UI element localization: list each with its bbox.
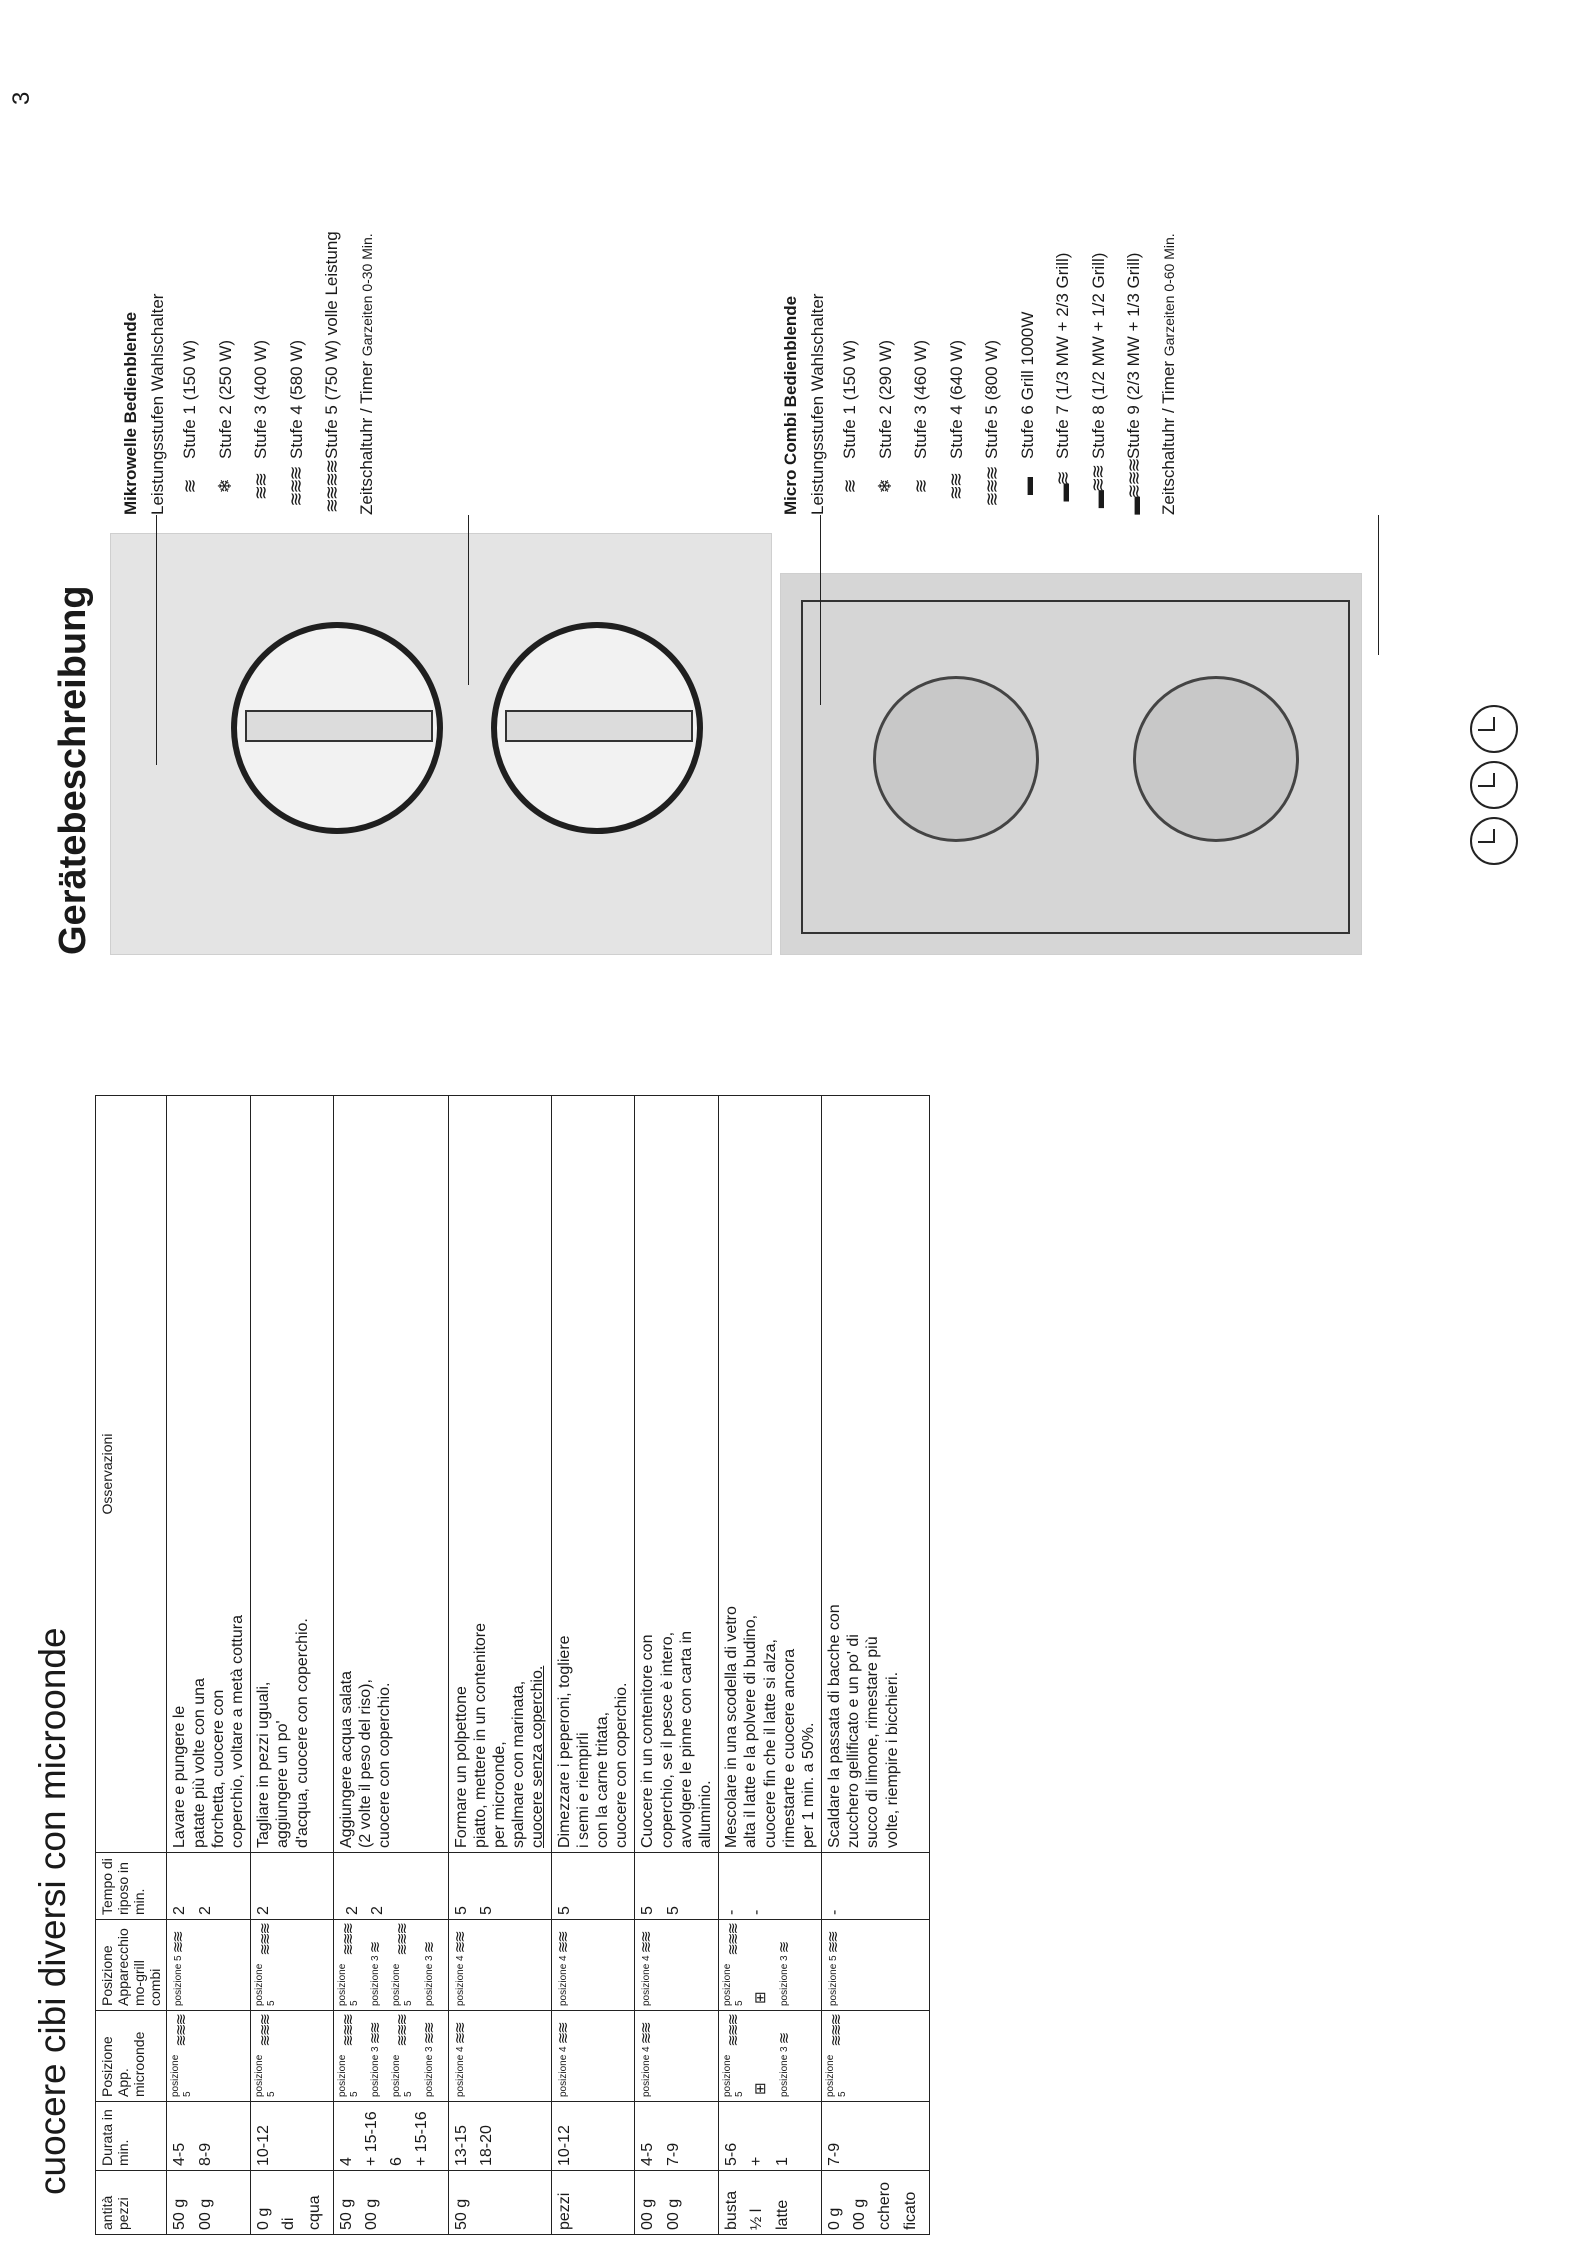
position-entry [254, 1924, 278, 2006]
durata-value: 5-6 [723, 2142, 741, 2166]
position-entry [452, 2015, 470, 2097]
position-entry [722, 1924, 746, 2006]
cell-pos-micro [551, 2011, 635, 2102]
observation-line: coperchio, se il pesce è intero, [658, 1631, 676, 1848]
riposo-value: 5 [452, 1906, 470, 1915]
cell-pos-micro [167, 2011, 251, 2102]
microwave-wave-icon: ≋≋ [554, 2023, 572, 2045]
position-entry [555, 2015, 573, 2097]
power-step [1087, 233, 1110, 515]
power-level-icon: ≋ [910, 480, 931, 494]
microwave-wave-icon: ≋≋≋ [393, 2015, 411, 2047]
power-step-label: Stufe 3 (460 W) [911, 339, 931, 459]
position-label: posizione 4 [641, 1955, 653, 2006]
position-label: posizione 5 [336, 1963, 360, 2006]
position-entry [337, 1924, 361, 2006]
observation-line: d'acqua, cuocere con coperchio. [293, 1618, 311, 1848]
cell-quantita [551, 2171, 635, 2235]
position-label: posizione 4 [557, 2046, 569, 2097]
position-entry [752, 1924, 770, 2006]
table-row [448, 1096, 551, 2235]
cell-osservazioni [719, 1096, 822, 1853]
cell-riposo [167, 1853, 251, 1920]
observation-line: i semi e riempirli [574, 1732, 592, 1848]
observation-line: per microonde, [491, 1741, 509, 1848]
timer-knob [491, 622, 703, 834]
cell-pos-micro [333, 2011, 448, 2102]
power-step-label: Stufe 2 (250 W) [215, 339, 235, 459]
combi-timer-range: Garzeiten 0-60 Min. [1161, 233, 1177, 357]
position-label: posizione 5 [390, 1963, 414, 2006]
observation-line: rimestarte e cuocere ancora [780, 1648, 798, 1848]
timer-clock-icons [1470, 705, 1518, 865]
power-level-icon: ▬ [1017, 479, 1037, 495]
riposo-value: 5 [477, 1906, 495, 1915]
power-step [214, 231, 237, 515]
observation-line: Dimezzare i peperoni, togliere [555, 1635, 573, 1848]
microwave-heading: Mikrowelle Bedienblende [121, 311, 140, 515]
riposo-value: 2 [171, 1906, 189, 1915]
cell-pos-micro [251, 2011, 334, 2102]
power-level-icon: ≋≋ [946, 473, 966, 501]
microwave-wave-icon: ≋ [420, 1942, 438, 1954]
microwave-wave-icon: ≋≋≋ [257, 1924, 275, 1956]
combi-selector-label: Leistungsstufen Wahlschalter [808, 293, 828, 515]
position-entry [825, 1924, 843, 2006]
observation-line: Mescolare in una scodella di vetro [723, 1606, 741, 1848]
position-label: posizione 5 [828, 1955, 840, 2006]
header-riposo: Tempo di riposo in min. [96, 1853, 167, 1920]
position-entry [722, 2015, 746, 2097]
panel-frame [801, 600, 1350, 934]
quantita-value: ½ l [748, 2208, 766, 2230]
microwave-wave-icon: ⊞ [752, 1993, 770, 2004]
power-step-label: Stufe 9 (2/3 MW + 1/3 Grill) [1124, 252, 1144, 459]
cell-quantita [822, 2171, 930, 2235]
observation-line: coperchio, voltare a metà cottura [228, 1614, 246, 1848]
position-label: posizione 3 [369, 1955, 381, 2006]
microwave-legend [120, 231, 377, 515]
riposo-value: 5 [555, 1906, 573, 1915]
position-entry [367, 1924, 385, 2006]
cell-riposo [251, 1853, 334, 1920]
combi-steps [839, 233, 1146, 515]
position-entry [638, 2015, 656, 2097]
power-level-icon: ≋≋≋ [981, 467, 1002, 507]
power-step [945, 233, 968, 515]
position-label: posizione 5 [722, 1963, 746, 2006]
power-step [321, 231, 344, 515]
power-step [874, 233, 897, 515]
observation-line: cuocere con coperchio. [613, 1682, 631, 1848]
durata-value: 10-12 [555, 2125, 573, 2166]
cell-pos-micro [719, 2011, 822, 2102]
cell-osservazioni [251, 1096, 334, 1853]
riposo-value: 2 [368, 1906, 386, 1915]
observation-line: Scaldare la passata di bacche con [826, 1604, 844, 1848]
header-quantita: antità pezzi [96, 2171, 167, 2235]
microwave-wave-icon: ≋≋≋ [339, 1924, 357, 1956]
observation-line: cuocere fin che il latte si alza, [761, 1639, 779, 1848]
position-entry [391, 2015, 415, 2097]
quantita-value: 00 g [851, 2198, 869, 2230]
power-level-icon: ≋≋ [250, 473, 271, 501]
cell-durata [448, 2102, 551, 2171]
observation-line: succo di limone, rimestare più [864, 1636, 882, 1848]
position-label: posizione 5 [254, 1963, 278, 2006]
leader-line-timer-2 [1378, 515, 1379, 655]
combi-heading: Micro Combi Bedienblende [781, 295, 800, 515]
microwave-wave-icon: ≋≋ [638, 1932, 656, 1954]
position-label: posizione 3 [369, 2046, 381, 2097]
durata-value: 1 [773, 2157, 791, 2166]
microwave-selector-label: Leistungsstufen Wahlschalter [148, 293, 168, 515]
cell-durata [551, 2102, 635, 2171]
table-row [635, 1096, 719, 2235]
power-level-icon: ≋≋≋ [286, 467, 306, 507]
cell-durata [822, 2102, 930, 2171]
page-number: 3 [8, 91, 35, 105]
clock-icon [1470, 705, 1518, 753]
italian-title: cuocere cibi diversi con microonde [32, 1627, 73, 2195]
power-level-icon: ≋≋≋≋ [321, 460, 342, 514]
durata-value: 6 [388, 2157, 406, 2166]
cell-pos-combi [167, 1920, 251, 2011]
cell-quantita [251, 2171, 334, 2235]
observation-line: cuocere con coperchio. [376, 1682, 394, 1848]
riposo-value: 2 [343, 1906, 361, 1915]
cell-quantita [167, 2171, 251, 2235]
quantita-value: 50 g [337, 2198, 355, 2230]
cell-osservazioni [551, 1096, 635, 1853]
microwave-wave-icon: ≋≋ [420, 2023, 438, 2045]
microwave-wave-icon: ≋≋≋ [393, 1924, 411, 1956]
power-knob [231, 622, 443, 834]
power-level-icon: ▬≋≋ [1088, 465, 1108, 509]
cell-pos-combi [448, 1920, 551, 2011]
combi-timer [1158, 233, 1179, 515]
quantita-value: 0 g [826, 2207, 844, 2230]
cell-riposo [719, 1853, 822, 1920]
table-row [167, 1096, 251, 2235]
position-label: posizione 5 [825, 2054, 849, 2097]
position-label: posizione 5 [173, 1955, 185, 2006]
cell-pos-micro [822, 2011, 930, 2102]
combi-timer-knob [1133, 676, 1299, 842]
durata-value: 7-9 [826, 2142, 844, 2166]
quantita-value: di [280, 2217, 298, 2230]
cooking-table-body [167, 1096, 929, 2235]
quantita-value: 00 g [362, 2198, 380, 2230]
microwave-timer-range: Garzeiten 0-30 Min. [359, 233, 375, 357]
power-step-label: Stufe 4 (580 W) [286, 339, 306, 459]
cell-pos-combi [822, 1920, 930, 2011]
position-entry [638, 1924, 656, 2006]
table-row [333, 1096, 448, 2235]
power-step-label: Stufe 7 (1/3 MW + 2/3 Grill) [1053, 252, 1073, 459]
cell-pos-combi [635, 1920, 719, 2011]
position-label: posizione 4 [641, 2046, 653, 2097]
cell-durata [719, 2102, 822, 2171]
microwave-wave-icon: ≋≋≋ [173, 2015, 191, 2047]
position-entry [752, 2015, 770, 2097]
durata-value: + 15-16 [362, 2111, 380, 2166]
position-entry [170, 2015, 194, 2097]
power-level-icon: ❄ [215, 480, 235, 494]
microwave-wave-icon: ≋≋≋ [725, 2015, 743, 2047]
quantita-value: busta [723, 2190, 741, 2230]
position-entry [452, 1924, 470, 2006]
observation-line: Lavare e pungere le [171, 1705, 189, 1848]
cell-pos-combi [719, 1920, 822, 2011]
quantita-value: 00 g [639, 2198, 657, 2230]
durata-value: 18-20 [477, 2125, 495, 2166]
durata-value: 4-5 [171, 2142, 189, 2166]
header-pos-combi: Posizione Apparecchio mo-grill combi [96, 1920, 167, 2011]
observation-line: Formare un polpettone [452, 1686, 470, 1848]
position-entry [776, 2015, 794, 2097]
durata-value: + 15-16 [413, 2111, 431, 2166]
position-label: posizione 4 [557, 1955, 569, 2006]
microwave-wave-icon: ≋≋≋ [339, 2015, 357, 2047]
leader-line-timer-1 [468, 515, 469, 685]
power-step-label: Stufe 5 (750 W) volle Leistung [322, 231, 342, 459]
cell-durata [635, 2102, 719, 2171]
riposo-value: 2 [255, 1906, 273, 1915]
position-label: posizione 5 [254, 2054, 278, 2097]
leader-line-selector-1 [156, 515, 157, 765]
power-step-label: Stufe 4 (640 W) [946, 339, 966, 459]
cooking-table [95, 1095, 930, 2235]
table-row [551, 1096, 635, 2235]
microwave-wave-icon: ≋ [776, 2033, 794, 2045]
observation-line: volte, riempire i bicchieri. [883, 1671, 901, 1848]
power-level-icon: ≋ [839, 480, 860, 494]
table-row [719, 1096, 822, 2235]
power-level-icon: ▬≋ [1052, 472, 1073, 502]
leader-line-selector-2 [820, 515, 821, 705]
observation-line: Aggiungere acqua salata [337, 1670, 355, 1848]
microwave-wave-icon: ≋≋≋ [257, 2015, 275, 2047]
power-step [1123, 233, 1146, 515]
microwave-wave-icon: ≋≋ [825, 1932, 843, 1954]
riposo-value: - [723, 1909, 741, 1915]
microwave-wave-icon: ≋≋ [366, 2023, 384, 2045]
microwave-wave-icon: ≋ [776, 1942, 794, 1954]
position-label: posizione 3 [779, 2046, 791, 2097]
table-row [822, 1096, 930, 2235]
cell-osservazioni [448, 1096, 551, 1853]
position-entry [367, 2015, 385, 2097]
combi-power-knob [873, 676, 1039, 842]
german-title: Gerätebeschreibung [52, 585, 94, 955]
power-step [285, 231, 308, 515]
quantita-value: ficato [901, 2191, 919, 2230]
durata-value: + [748, 2156, 766, 2166]
power-step-label: Stufe 1 (150 W) [180, 339, 200, 459]
power-level-icon: ❄ [875, 480, 895, 494]
quantita-value: 00 g [664, 2198, 682, 2230]
observation-line: (2 volte il peso del riso), [356, 1679, 374, 1848]
observation-line: Cuocere in un contenitore con [639, 1634, 657, 1848]
quantita-value: 0 g [255, 2207, 273, 2230]
observation-line: cuocere senza coperchio. [529, 1665, 547, 1848]
microwave-timer [356, 231, 377, 515]
power-step-label: Stufe 2 (290 W) [875, 339, 895, 459]
cell-durata [333, 2102, 448, 2171]
observation-line: zucchero gellificato e un po' di [845, 1634, 863, 1848]
position-label: posizione 3 [423, 2046, 435, 2097]
quantita-value: latte [773, 2199, 791, 2230]
microwave-wave-icon: ≋ [366, 1942, 384, 1954]
cell-quantita [635, 2171, 719, 2235]
cell-pos-combi [551, 1920, 635, 2011]
observation-line: alluminio. [696, 1780, 714, 1848]
position-label: posizione 3 [779, 1955, 791, 2006]
power-step-label: Stufe 5 (800 W) [982, 339, 1002, 459]
power-level-icon: ▬≋≋≋ [1123, 459, 1144, 515]
quantita-value: 50 g [452, 2198, 470, 2230]
power-step [179, 231, 202, 515]
combi-control-panel-image [780, 573, 1362, 955]
quantita-value: cqua [305, 2195, 323, 2230]
observation-line: Tagliare in pezzi uguali, [255, 1681, 273, 1848]
cell-riposo [333, 1853, 448, 1920]
power-step [839, 233, 862, 515]
durata-value: 13-15 [452, 2125, 470, 2166]
microwave-control-panel-image [110, 533, 772, 955]
position-label: posizione 5 [170, 2054, 194, 2097]
microwave-steps [179, 231, 344, 515]
microwave-wave-icon: ≋≋ [554, 1932, 572, 1954]
position-label: posizione 4 [454, 2046, 466, 2097]
position-entry [391, 1924, 415, 2006]
cell-riposo [822, 1853, 930, 1920]
cell-riposo [635, 1853, 719, 1920]
observation-line: aggiungere un po' [274, 1720, 292, 1848]
cell-osservazioni [822, 1096, 930, 1853]
clock-icon [1470, 761, 1518, 809]
durata-value: 10-12 [255, 2125, 273, 2166]
power-step [1016, 233, 1039, 515]
power-step-label: Stufe 3 (400 W) [251, 339, 271, 459]
quantita-value: cchero [876, 2181, 894, 2230]
power-step [1052, 233, 1075, 515]
observation-line: spalmare con marinata, [510, 1680, 528, 1848]
position-entry [776, 1924, 794, 2006]
cell-osservazioni [635, 1096, 719, 1853]
cell-pos-combi [333, 1920, 448, 2011]
observation-line: avvolgere le pinne con carta in [677, 1630, 695, 1848]
header-pos-micro: Posizione App. microonde [96, 2011, 167, 2102]
riposo-value: 5 [664, 1906, 682, 1915]
observation-line: forchetta, cuocere con [209, 1689, 227, 1848]
position-label: posizione 4 [454, 1955, 466, 2006]
position-entry [555, 1924, 573, 2006]
cell-quantita [333, 2171, 448, 2235]
microwave-wave-icon: ≋≋ [170, 1932, 188, 1954]
durata-value: 4 [337, 2157, 355, 2166]
observation-line: alta il latte e la polvere di budino, [742, 1614, 760, 1848]
cell-quantita [719, 2171, 822, 2235]
position-entry [421, 1924, 439, 2006]
position-label: posizione 5 [336, 2054, 360, 2097]
observation-line: piatto, mettere in un contenitore [471, 1622, 489, 1848]
cell-quantita [448, 2171, 551, 2235]
cell-durata [251, 2102, 334, 2171]
microwave-wave-icon: ≋≋ [451, 2023, 469, 2045]
cell-riposo [448, 1853, 551, 1920]
position-entry [825, 2015, 849, 2097]
cell-osservazioni [333, 1096, 448, 1853]
power-step-label: Stufe 8 (1/2 MW + 1/2 Grill) [1088, 252, 1108, 459]
cell-durata [167, 2102, 251, 2171]
position-label: posizione 3 [423, 1955, 435, 2006]
power-step-label: Stufe 1 (150 W) [840, 339, 860, 459]
cell-pos-micro [635, 2011, 719, 2102]
durata-value: 7-9 [664, 2142, 682, 2166]
power-step-label: Stufe 6 Grill 1000W [1017, 311, 1037, 459]
riposo-value: - [826, 1909, 844, 1915]
combi-timer-label: Zeitschaltuhr / Timer [1159, 361, 1178, 515]
power-step [910, 233, 933, 515]
quantita-value: 00 g [196, 2198, 214, 2230]
microwave-wave-icon: ≋≋ [638, 2023, 656, 2045]
clock-icon [1470, 817, 1518, 865]
quantita-value: pezzi [555, 2192, 573, 2230]
cell-riposo [551, 1853, 635, 1920]
microwave-wave-icon: ⊞ [752, 2084, 770, 2095]
position-entry [421, 2015, 439, 2097]
cell-pos-combi [251, 1920, 334, 2011]
position-entry [170, 1924, 188, 2006]
position-entry [337, 2015, 361, 2097]
riposo-value: - [748, 1909, 766, 1915]
table-row [251, 1096, 334, 2235]
durata-value: 8-9 [196, 2142, 214, 2166]
observation-line: con la carne tritata, [594, 1711, 611, 1848]
microwave-wave-icon: ≋≋≋ [725, 1924, 743, 1956]
combi-legend [780, 233, 1179, 515]
durata-value: 4-5 [639, 2142, 657, 2166]
power-level-icon: ≋ [179, 480, 200, 494]
cell-osservazioni [167, 1096, 251, 1853]
power-step [250, 231, 273, 515]
position-label: posizione 5 [390, 2054, 414, 2097]
quantita-value: 50 g [171, 2198, 189, 2230]
position-label: posizione 5 [722, 2054, 746, 2097]
position-entry [254, 2015, 278, 2097]
power-step [981, 233, 1004, 515]
header-osservazioni: Osservazioni [96, 1096, 167, 1853]
header-durata: Durata in min. [96, 2102, 167, 2171]
table-header-row [96, 1096, 167, 2235]
observation-line: patate più volte con una [190, 1678, 208, 1848]
cell-pos-micro [448, 2011, 551, 2102]
riposo-value: 5 [639, 1906, 657, 1915]
observation-line: per 1 min. a 50%. [799, 1722, 817, 1848]
riposo-value: 2 [196, 1906, 214, 1915]
microwave-timer-label: Zeitschaltuhr / Timer [357, 361, 376, 515]
microwave-wave-icon: ≋≋ [451, 1932, 469, 1954]
microwave-wave-icon: ≋≋≋ [828, 2015, 846, 2047]
